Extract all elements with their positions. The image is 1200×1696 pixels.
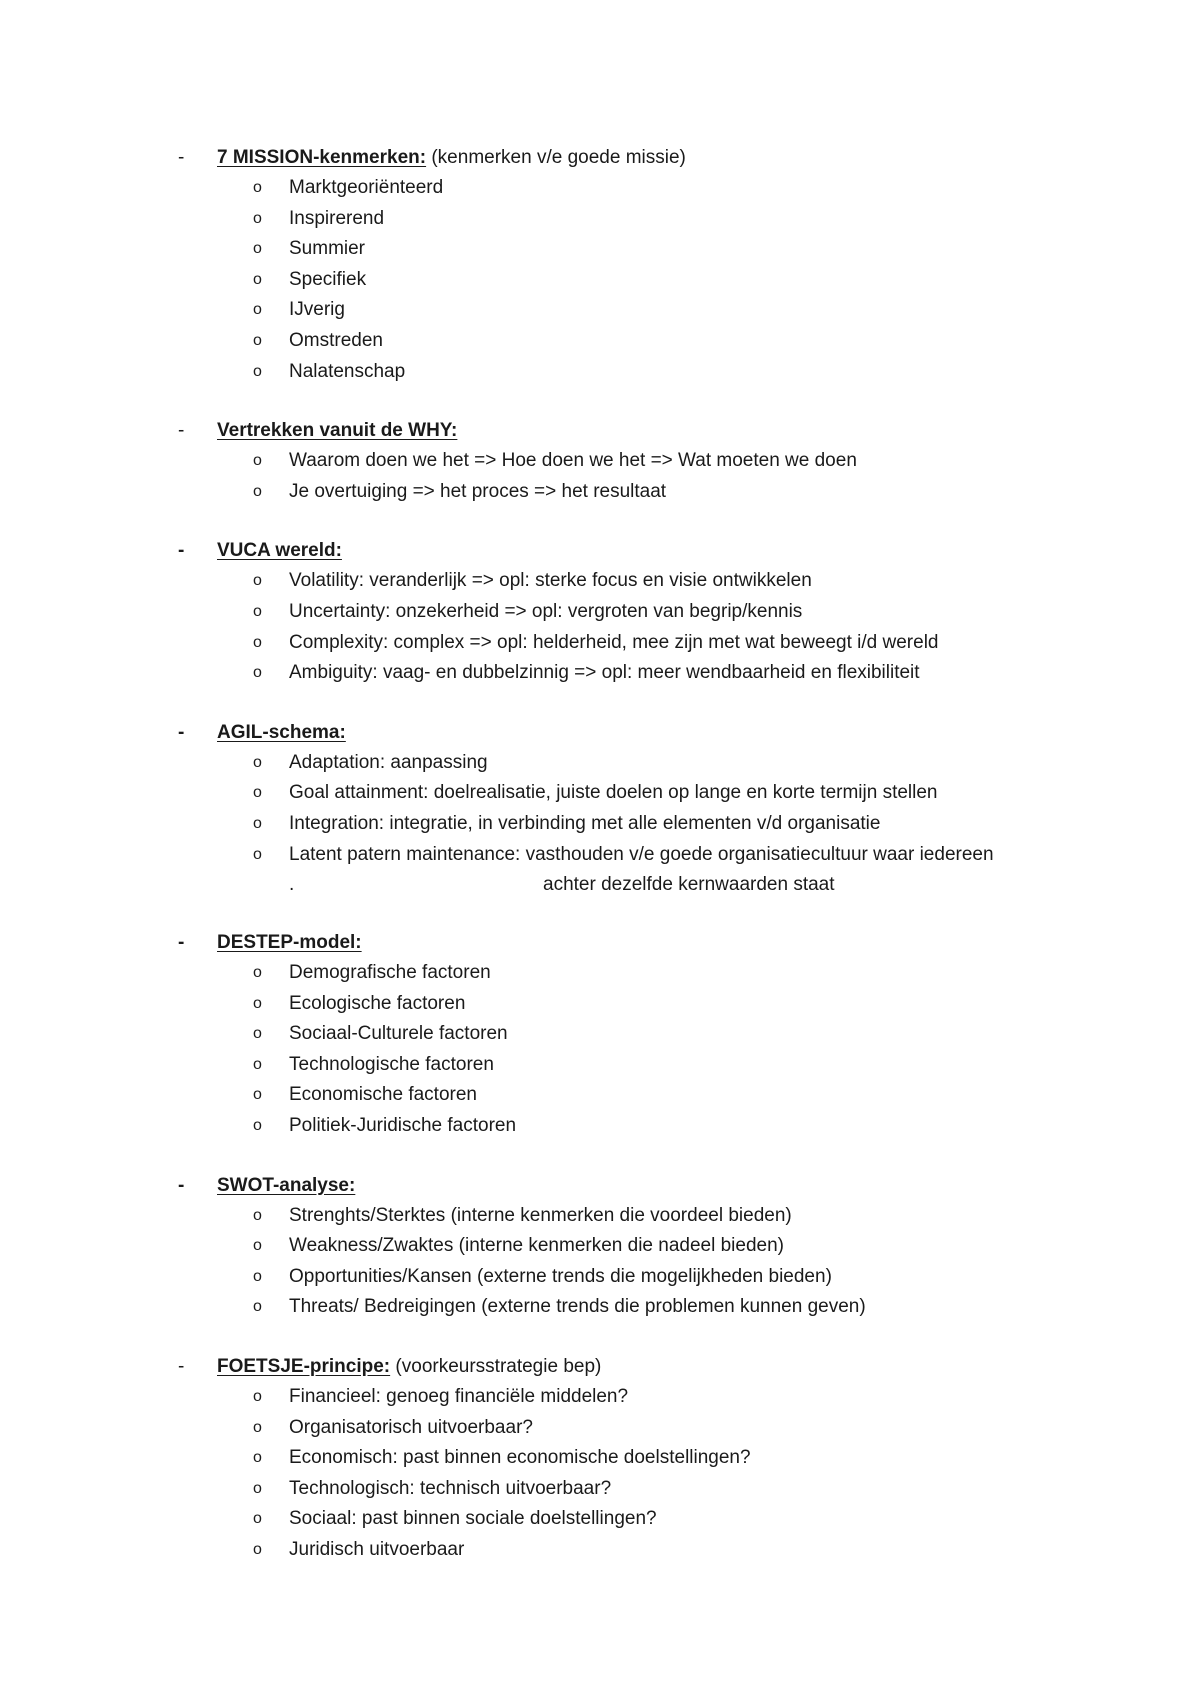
bullet-list — [0, 173, 1200, 387]
section-agil — [0, 718, 1200, 899]
bullet-marker: o — [253, 1086, 262, 1104]
list-item — [0, 446, 1200, 477]
bullet-marker: o — [253, 482, 262, 500]
list-item — [0, 597, 1200, 628]
list-item — [0, 1443, 1200, 1474]
dash-marker: - — [178, 147, 185, 168]
list-item-continuation — [0, 870, 1200, 899]
list-item-text: Uncertainty: onzekerheid => opl: vergroten van begrip/kennis — [289, 600, 803, 622]
list-item-text: Opportunities/Kansen (externe trends die mogelijkheden bieden) — [289, 1265, 832, 1287]
bullet-marker: o — [253, 1418, 262, 1436]
list-item — [0, 1111, 1200, 1142]
bullet-marker: o — [253, 753, 262, 771]
list-item — [0, 204, 1200, 235]
bullet-list — [0, 748, 1200, 870]
list-item-text: Nalatenschap — [289, 360, 406, 382]
bullet-marker: o — [253, 301, 262, 319]
dash-marker: - — [178, 420, 185, 442]
bullet-marker: o — [253, 1206, 262, 1224]
list-item-text: Sociaal-Culturele factoren — [289, 1023, 508, 1045]
dash-marker: - — [178, 540, 185, 562]
bullet-marker: o — [253, 664, 262, 682]
bullet-marker: o — [253, 240, 262, 258]
bullet-marker: o — [253, 964, 262, 982]
bullet-marker: o — [253, 1267, 262, 1285]
section-heading — [0, 718, 1200, 748]
list-item — [0, 748, 1200, 779]
bullet-marker: o — [253, 1025, 262, 1043]
bullet-marker: o — [253, 1541, 262, 1558]
list-item — [0, 809, 1200, 840]
list-item-text: Threats/ Bedreigingen (externe trends die problemen kunnen geven) — [289, 1296, 866, 1318]
list-item-text: Summier — [289, 238, 366, 260]
list-item-text: Goal attainment: doelrealisatie, juiste doelen op lange en korte termijn stellen — [289, 782, 938, 804]
section-title: DESTEP-model: — [217, 932, 362, 954]
section-note: (voorkeursstrategie bep) — [390, 1356, 602, 1378]
dash-marker: - — [178, 932, 185, 954]
list-item-text: Technologisch: technisch uitvoerbaar? — [289, 1477, 612, 1499]
section-title: Vertrekken vanuit de WHY: — [217, 420, 458, 442]
list-item — [0, 477, 1200, 508]
list-item-text: Economisch: past binnen economische doelstellingen? — [289, 1447, 751, 1469]
bullet-list — [0, 446, 1200, 507]
section-why — [0, 416, 1200, 507]
bullet-marker: o — [253, 270, 262, 288]
continuation-text: achter dezelfde kernwaarden staat — [543, 874, 835, 896]
bullet-marker: o — [253, 209, 262, 227]
bullet-list — [0, 1382, 1200, 1566]
section-heading — [0, 143, 1200, 173]
section-title: FOETSJE-principe: — [217, 1356, 391, 1378]
bullet-marker: o — [253, 362, 262, 380]
list-item-text: Strenghts/Sterktes (interne kenmerken die voordeel bieden) — [289, 1204, 792, 1226]
list-item — [0, 1080, 1200, 1111]
section-heading — [0, 928, 1200, 958]
bullet-marker: o — [253, 1479, 262, 1497]
bullet-marker: o — [253, 633, 262, 651]
section-heading — [0, 536, 1200, 566]
section-destep — [0, 928, 1200, 1142]
list-item — [0, 658, 1200, 689]
bullet-marker: o — [253, 331, 262, 349]
dash-marker: - — [178, 721, 185, 743]
bullet-marker: o — [253, 179, 262, 196]
dash-marker: - — [178, 1174, 185, 1196]
list-item-text: Omstreden — [289, 329, 383, 351]
list-item — [0, 628, 1200, 659]
list-item — [0, 1382, 1200, 1413]
list-item — [0, 1413, 1200, 1444]
list-item-text: Latent patern maintenance: vasthouden v/e goede organisatiecultuur waar iedereen — [289, 843, 994, 865]
section-vuca — [0, 536, 1200, 688]
list-item — [0, 234, 1200, 265]
document-content — [0, 143, 1200, 1595]
list-item — [0, 1050, 1200, 1081]
list-item-text: Weakness/Zwaktes (interne kenmerken die nadeel bieden) — [289, 1235, 784, 1257]
list-item — [0, 173, 1200, 204]
list-item — [0, 265, 1200, 296]
bullet-marker: o — [253, 994, 262, 1012]
list-item — [0, 840, 1200, 871]
list-item-text: Integration: integratie, in verbinding met alle elementen v/d organisatie — [289, 812, 881, 834]
list-item — [0, 566, 1200, 597]
list-item-text: Technologische factoren — [289, 1053, 494, 1075]
list-item-text: Marktgeoriënteerd — [289, 177, 444, 198]
list-item-text: Financieel: genoeg financiële middelen? — [289, 1386, 629, 1408]
list-item — [0, 1262, 1200, 1293]
list-item-text: Sociaal: past binnen sociale doelstellingen? — [289, 1508, 657, 1530]
section-mission — [0, 143, 1200, 387]
list-item — [0, 1231, 1200, 1262]
list-item — [0, 1201, 1200, 1232]
list-item — [0, 778, 1200, 809]
section-foetsje — [0, 1352, 1200, 1566]
bullet-list — [0, 1201, 1200, 1323]
list-item — [0, 326, 1200, 357]
list-item — [0, 1474, 1200, 1505]
section-note: (kenmerken v/e goede missie) — [426, 147, 686, 168]
list-item — [0, 357, 1200, 388]
bullet-marker: o — [253, 452, 262, 470]
list-item-text: Demografische factoren — [289, 962, 491, 984]
list-item-text: Economische factoren — [289, 1084, 477, 1106]
list-item — [0, 958, 1200, 989]
list-item — [0, 1504, 1200, 1535]
continuation-dot: . — [289, 874, 295, 896]
list-item-text: IJverig — [289, 299, 345, 321]
list-item-text: Juridisch uitvoerbaar — [289, 1539, 465, 1560]
list-item-text: Adaptation: aanpassing — [289, 751, 488, 773]
bullet-marker: o — [253, 784, 262, 802]
list-item — [0, 1292, 1200, 1323]
bullet-list — [0, 958, 1200, 1142]
list-item — [0, 989, 1200, 1020]
bullet-marker: o — [253, 572, 262, 590]
list-item — [0, 295, 1200, 326]
section-heading — [0, 1171, 1200, 1201]
section-title: AGIL-schema: — [217, 721, 346, 743]
section-heading — [0, 416, 1200, 446]
bullet-marker: o — [253, 1298, 262, 1316]
list-item-text: Politiek-Juridische factoren — [289, 1115, 517, 1137]
bullet-marker: o — [253, 1449, 262, 1467]
list-item-text: Organisatorisch uitvoerbaar? — [289, 1416, 533, 1438]
section-title: VUCA wereld: — [217, 540, 342, 562]
list-item-text: Volatility: veranderlijk => opl: sterke focus en visie ontwikkelen — [289, 570, 812, 592]
dash-marker: - — [178, 1356, 185, 1378]
list-item-text: Ecologische factoren — [289, 992, 466, 1014]
bullet-marker: o — [253, 1510, 262, 1528]
bullet-marker: o — [253, 1055, 262, 1073]
list-item-text: Specifiek — [289, 268, 367, 290]
bullet-marker: o — [253, 1237, 262, 1255]
bullet-list — [0, 566, 1200, 688]
bullet-marker: o — [253, 845, 262, 863]
list-item-text: Complexity: complex => opl: helderheid, mee zijn met wat beweegt i/d wereld — [289, 631, 939, 653]
list-item — [0, 1535, 1200, 1566]
list-item-text: Je overtuiging => het proces => het resultaat — [289, 480, 667, 502]
bullet-marker: o — [253, 1117, 262, 1135]
section-swot — [0, 1171, 1200, 1323]
section-heading — [0, 1352, 1200, 1382]
section-title: SWOT-analyse: — [217, 1174, 356, 1196]
bullet-marker: o — [253, 1388, 262, 1406]
list-item-text: Waarom doen we het => Hoe doen we het => Wat moeten we doen — [289, 450, 857, 472]
bullet-marker: o — [253, 602, 262, 620]
list-item-text: Inspirerend — [289, 207, 385, 229]
section-title: 7 MISSION-kenmerken: — [217, 147, 427, 168]
bullet-marker: o — [253, 814, 262, 832]
list-item — [0, 1019, 1200, 1050]
list-item-text: Ambiguity: vaag- en dubbelzinnig => opl: meer wendbaarheid en flexibiliteit — [289, 662, 920, 684]
